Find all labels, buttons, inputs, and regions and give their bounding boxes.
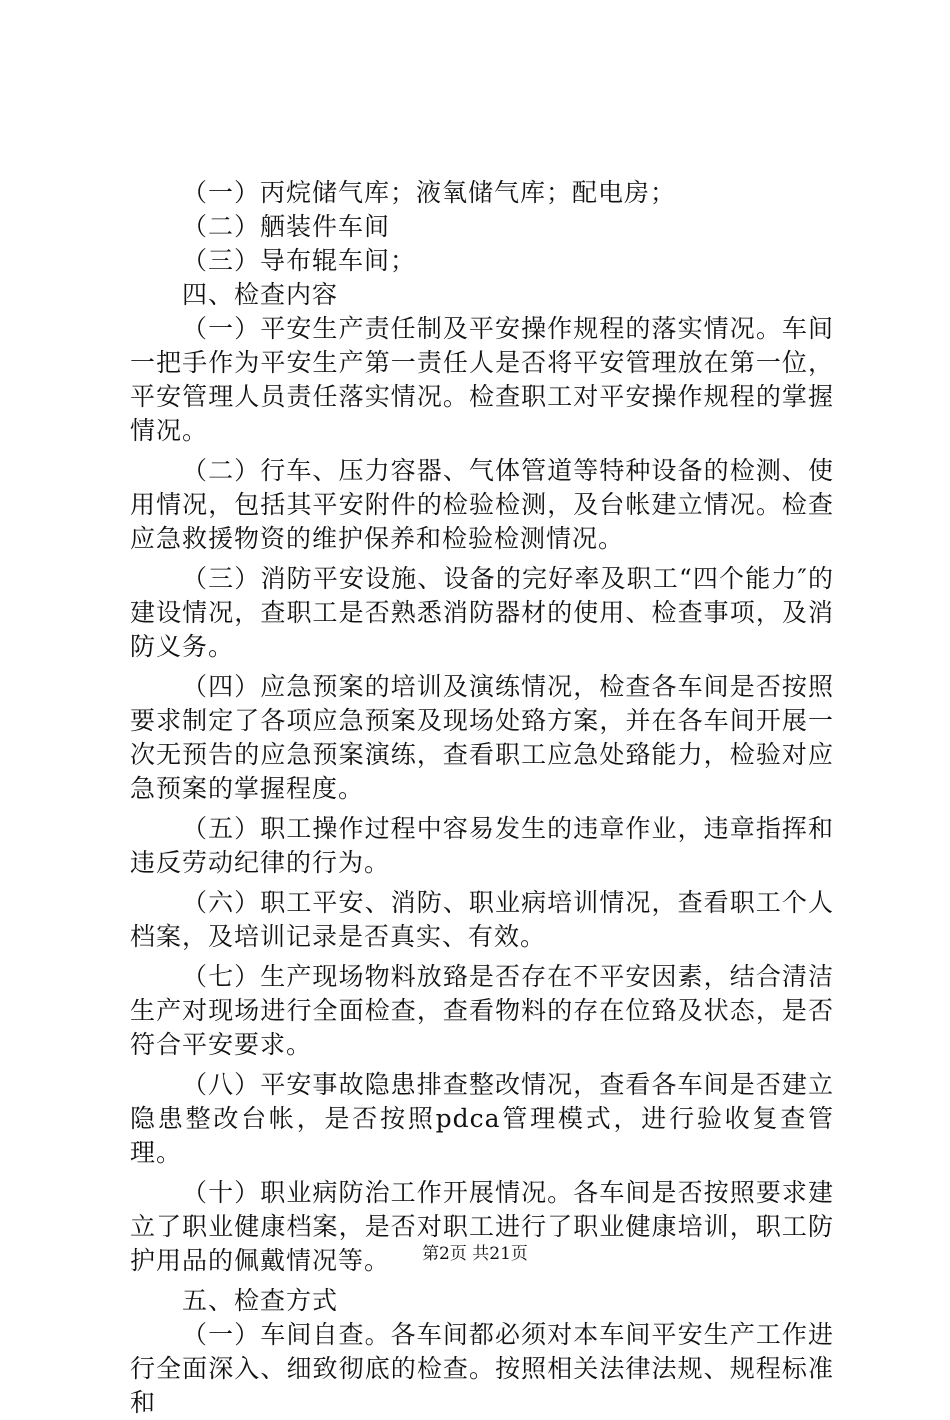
list-item-facility-1: （一）丙烷储气库；液氧储气库；配电房；: [182, 178, 677, 207]
paragraph-method-1: （一）车间自查。各车间都必须对本车间平安生产工作进行全面深入、细致彻底的检查。按照相关法律法规、规程标准和: [130, 1320, 834, 1417]
paragraph-content-6: （六）职工平安、消防、职业病培训情况，查看职工个人档案，及培训记录是否真实、有效。: [130, 888, 834, 951]
section-heading-inspection-content: 四、检查内容: [182, 280, 339, 309]
paragraph-content-2: （二）行车、压力容器、气体管道等特种设备的检测、使用情况，包括其平安附件的检验检测，及台帐建立情况。检查应急救援物资的维护保养和检验检测情况。: [130, 456, 834, 553]
list-item-facility-3: （三）导布辊车间；: [182, 246, 417, 275]
paragraph-content-8: （八）平安事故隐患排查整改情况，查看各车间是否建立隐患整改台帐，是否按照pdca管理模式，进行验收复查管理。: [130, 1070, 834, 1167]
section-heading-inspection-method: 五、检查方式: [182, 1286, 339, 1315]
list-item-facility-2: （二）舾装件车间: [182, 212, 391, 241]
paragraph-content-7: （七）生产现场物料放臵是否存在不平安因素，结合清洁生产对现场进行全面检查，查看物料的存在位臵及状态，是否符合平安要求。: [130, 962, 834, 1059]
paragraph-content-5: （五）职工操作过程中容易发生的违章作业，违章指挥和违反劳动纪律的行为。: [130, 814, 834, 877]
paragraph-content-1: （一）平安生产责任制及平安操作规程的落实情况。车间一把手作为平安生产第一责任人是否将平安管理放在第一位，平安管理人员责任落实情况。检查职工对平安操作规程的掌握情况。: [130, 314, 834, 445]
page-number-footer: 第2页 共21页: [422, 1244, 528, 1264]
paragraph-content-10: （十）职业病防治工作开展情况。各车间是否按照要求建立了职业健康档案，是否对职工进行了职业健康培训，职工防护用品的佩戴情况等。: [130, 1178, 834, 1275]
paragraph-content-3: （三）消防平安设施、设备的完好率及职工“四个能力″的建设情况，查职工是否熟悉消防器材的使用、检查事项，及消防义务。: [130, 564, 834, 661]
document-body: [130, 176, 834, 1420]
paragraph-content-4: （四）应急预案的培训及演练情况，检查各车间是否按照要求制定了各项应急预案及现场处臵方案，并在各车间开展一次无预告的应急预案演练，查看职工应急处臵能力，检验对应急预案的掌握程度。: [130, 672, 834, 803]
